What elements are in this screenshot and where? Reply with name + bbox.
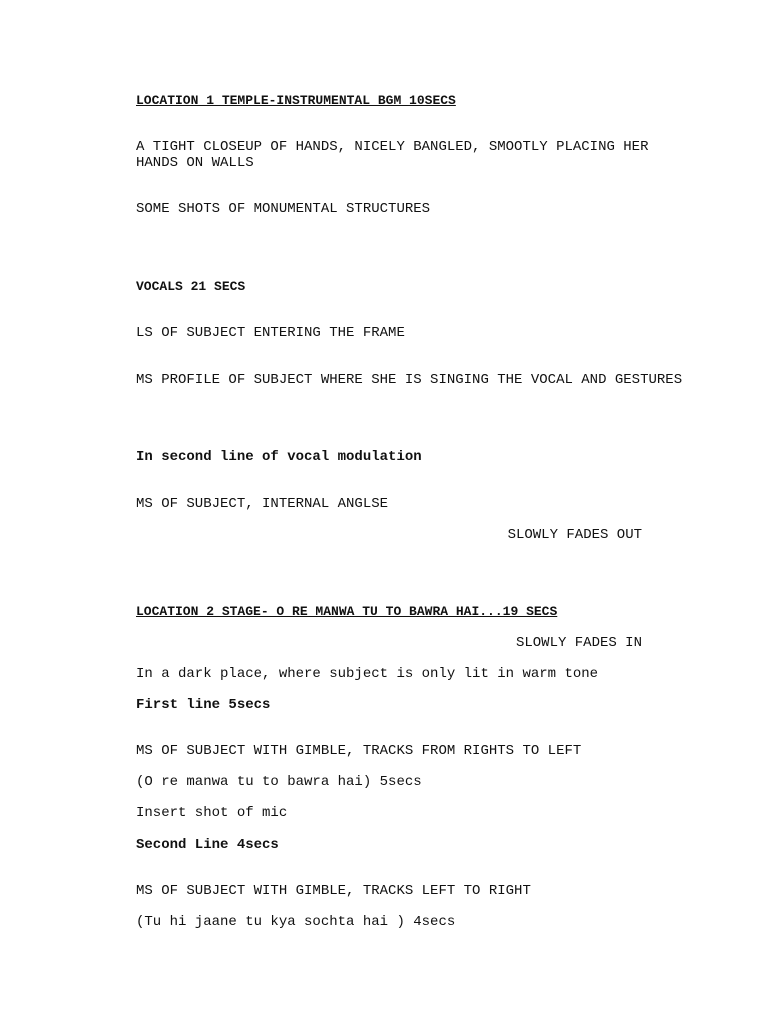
shot-monumental-structures: SOME SHOTS OF MONUMENTAL STRUCTURES [136,201,431,217]
vocals-heading: VOCALS 21 SECS [136,279,246,294]
location-1-heading: LOCATION 1 TEMPLE-INSTRUMENTAL BGM 10SECS [136,93,456,108]
shot-hands-closeup: A TIGHT CLOSEUP OF HANDS, NICELY BANGLED, SMOOTLY PLACING HER HANDS ON WALLS [136,139,649,171]
dark-place-description: In a dark place, where subject is only lit in warm tone [136,666,599,682]
second-line-heading: Second Line 4secs [136,837,279,853]
vocal-modulation-heading: In second line of vocal modulation [136,449,422,465]
shot-subject-profile: MS PROFILE OF SUBJECT WHERE SHE IS SINGING THE VOCAL AND GESTURES [136,372,683,388]
transition-fade-in: SLOWLY FADES IN [515,635,642,651]
location-2-heading: LOCATION 2 STAGE- O RE MANWA TU TO BAWRA HAI...19 SECS [136,604,558,619]
lyric-first-line: (O re manwa tu to bawra hai) 5secs [136,774,422,790]
lyric-second-line: (Tu hi jaane tu kya sochta hai ) 4secs [136,914,456,930]
transition-fade-out: SLOWLY FADES OUT [507,527,642,543]
shot-subject-entering: LS OF SUBJECT ENTERING THE FRAME [136,325,405,341]
first-line-heading: First line 5secs [136,697,271,713]
shot-internal-angle: MS OF SUBJECT, INTERNAL ANGLSE [136,496,389,512]
shot-insert-mic: Insert shot of mic [136,805,288,821]
shot-gimble-right-to-left: MS OF SUBJECT WITH GIMBLE, TRACKS FROM RIGHTS TO LEFT [136,743,582,759]
shot-gimble-left-to-right: MS OF SUBJECT WITH GIMBLE, TRACKS LEFT TO RIGHT [136,883,531,899]
